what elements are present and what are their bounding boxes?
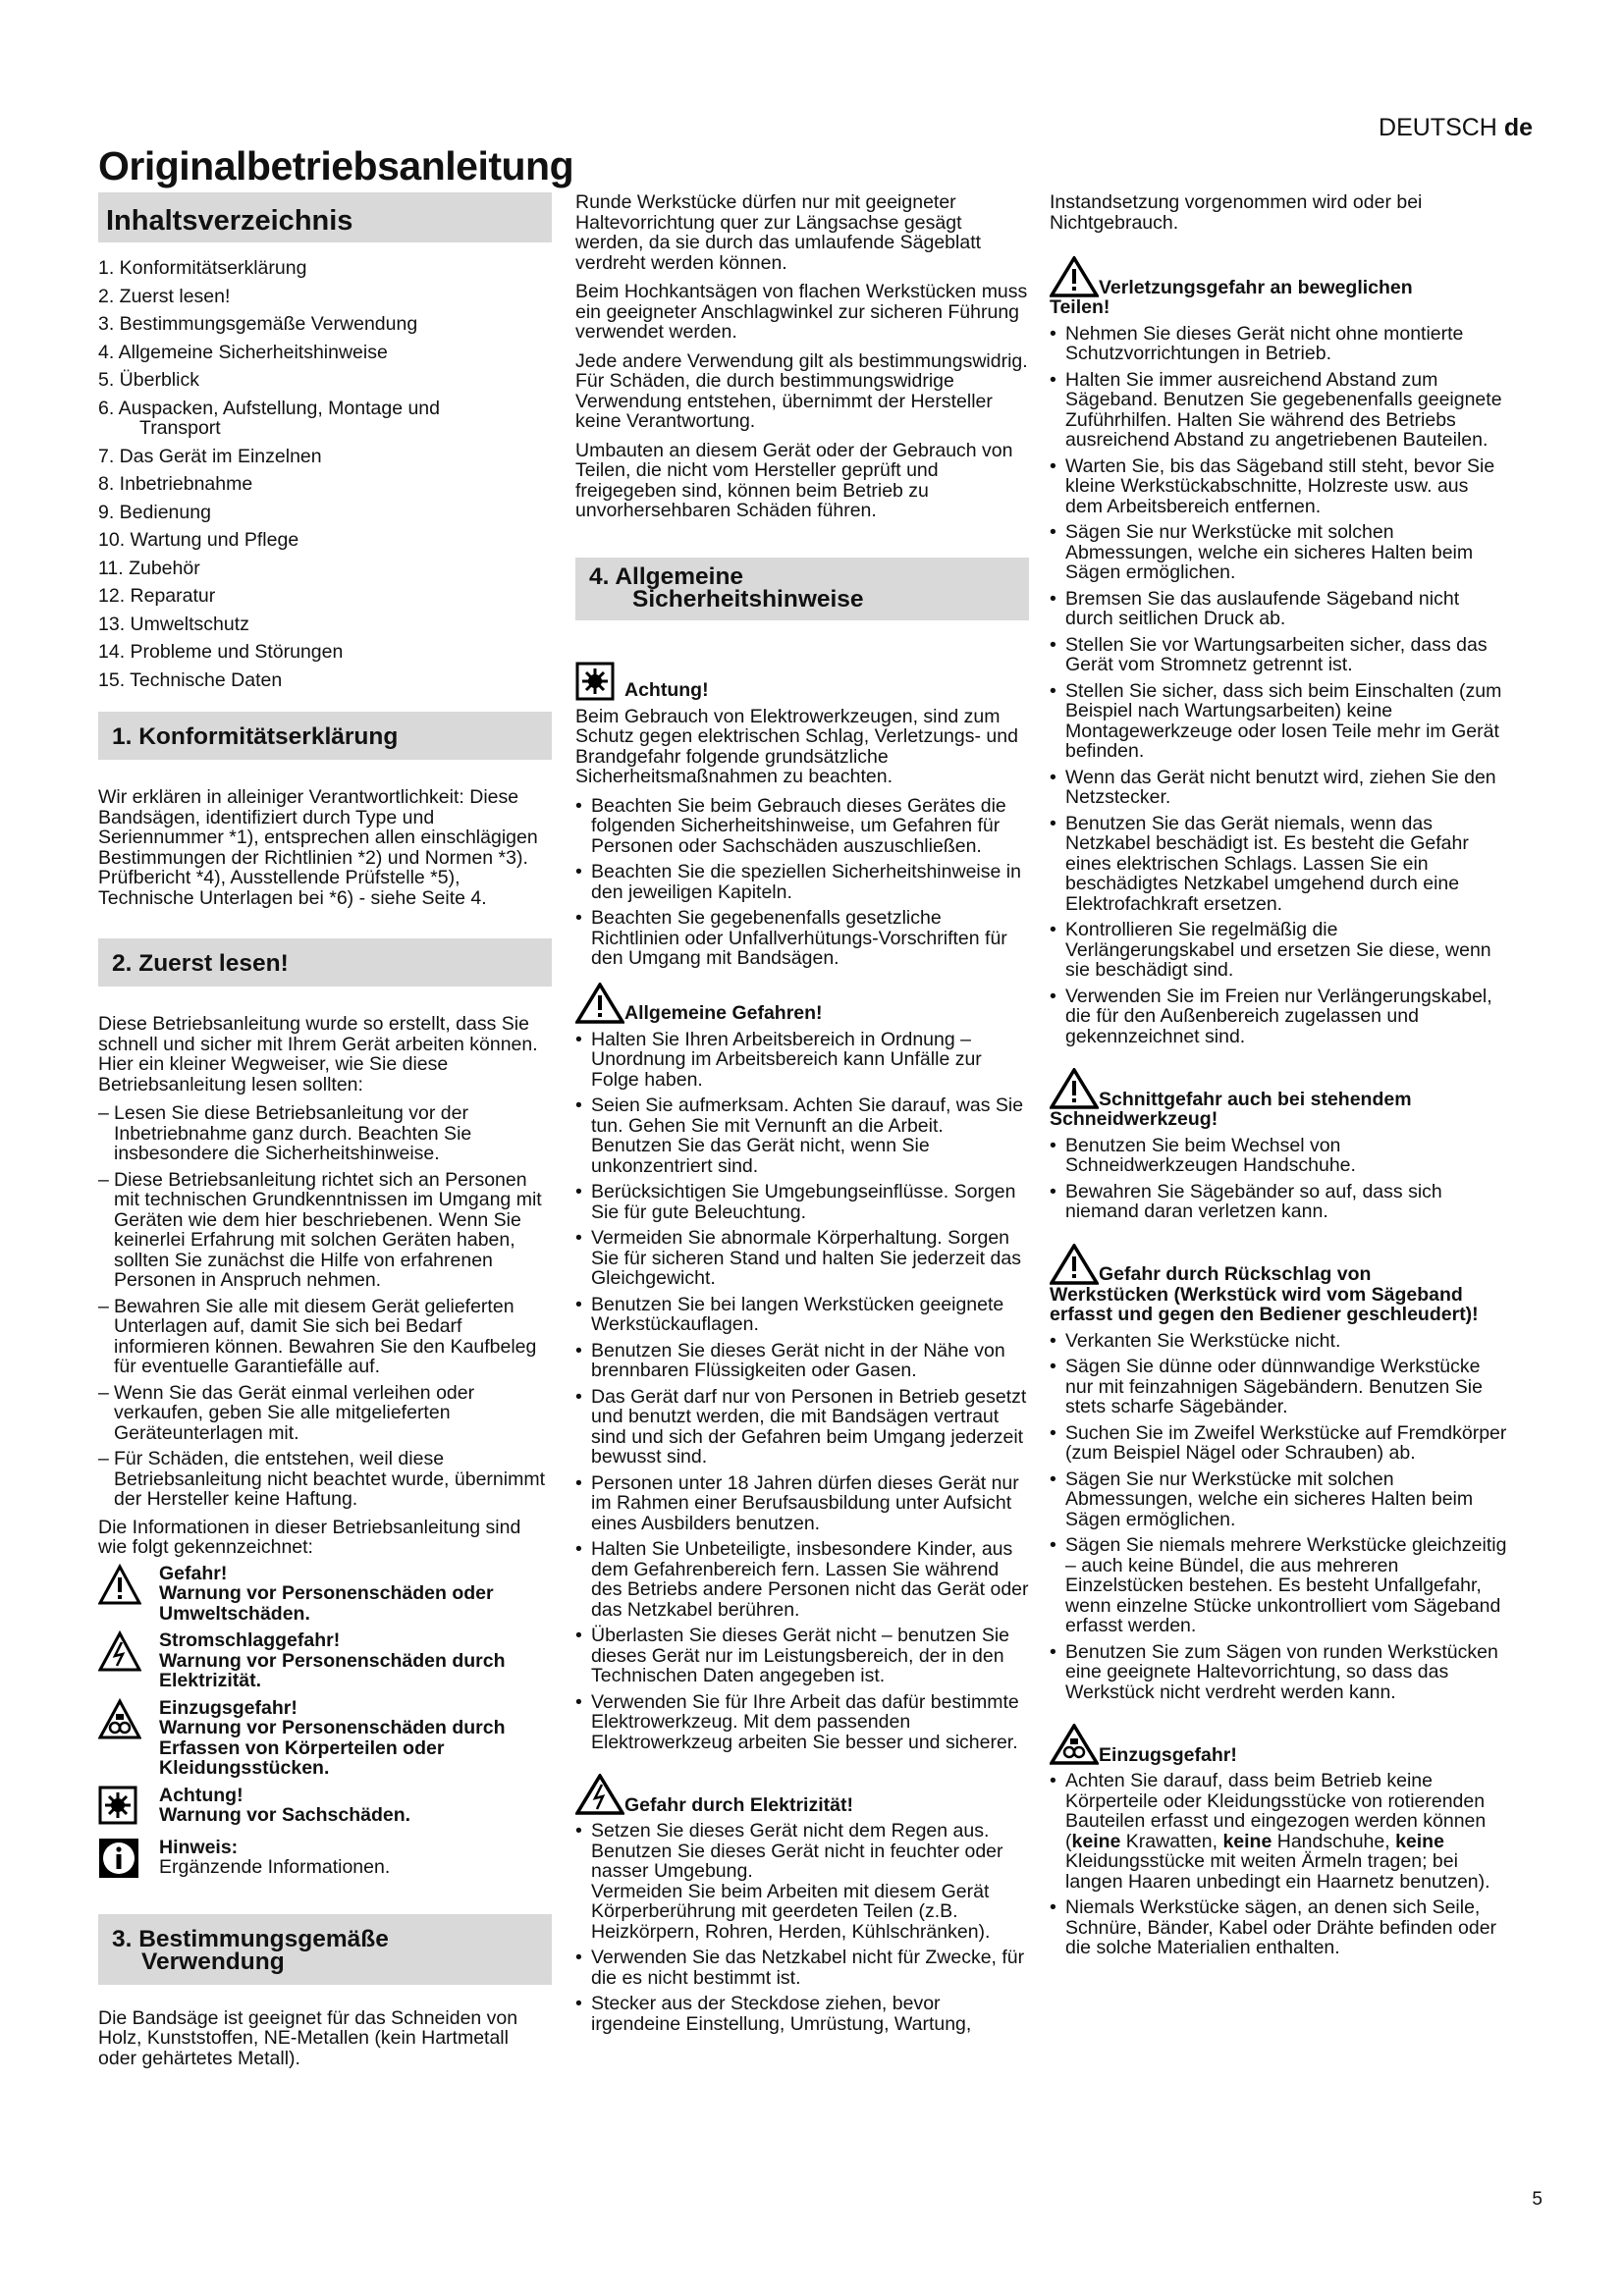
list-item: • Verwenden Sie das Netzkabel nicht für Zwecke, für die es nicht bestimmt ist.	[575, 1948, 1029, 1988]
list-item: • Sägen Sie nur Werkstücke mit solchen Abmessungen, welche ein sicheres Halten beim Sägen ermöglichen.	[1050, 1469, 1507, 1530]
list-item: • Halten Sie Ihren Arbeitsbereich in Ordnung – Unordnung im Arbeitsbereich kann Unfälle zur Folge haben.	[575, 1030, 1029, 1091]
list-item: • Niemals Werkstücke sägen, an denen sich Seile, Schnüre, Bänder, Kabel oder Drähte befinden oder die solche Materialien enthalten.	[1050, 1897, 1507, 1958]
attention-square-icon	[98, 1786, 159, 1825]
cut-hazard-list	[1050, 1136, 1507, 1222]
toc-item[interactable]: 1. Konformitätserklärung	[98, 257, 307, 279]
legend-title: Stromschlaggefahr!	[159, 1629, 341, 1651]
list-item: – Bewahren Sie alle mit diesem Gerät gelieferten Unterlagen auf, damit Sie sich bei Bedarf informieren können. Bewahren Sie den Kaufbeleg für eventuelle Garantiefälle auf.	[98, 1297, 552, 1377]
list-item: • Verkanten Sie Werkstücke nicht.	[1050, 1331, 1507, 1352]
entanglement-icon	[1050, 1724, 1099, 1765]
entanglement-hazard-heading: Einzugsgefahr!	[1050, 1724, 1507, 1765]
list-item: • Überlasten Sie dieses Gerät nicht – benutzen Sie dieses Gerät nur im Leistungsbereich, der in den Technischen Daten angegeben ist.	[575, 1626, 1029, 1686]
list-item: • Benutzen Sie bei langen Werkstücken geeignete Werkstückauflagen.	[575, 1295, 1029, 1335]
list-item: • Beachten Sie beim Gebrauch dieses Gerätes die folgenden Sicherheitshinweise, um Gefahren für Personen oder Sachschäden auszuschließen.	[575, 796, 1029, 857]
electricity-hazard-heading: Gefahr durch Elektrizität!	[575, 1774, 1029, 1815]
warning-triangle-icon	[1050, 1068, 1099, 1109]
toc-item[interactable]: 12. Reparatur	[98, 585, 216, 607]
list-item: • Sägen Sie niemals mehrere Werkstücke gleichzeitig – auch keine Bündel, die aus mehreren Einzelstücken bestehen. Es besteht Unfallgefahr, wenn einzelne Stücke unkontrolliert vom Sägeband erfasst werden.	[1050, 1535, 1507, 1636]
toc-item[interactable]: 11. Zubehör	[98, 557, 200, 579]
moving-parts-list	[1050, 324, 1507, 1047]
list-item: • Benutzen Sie dieses Gerät nicht in der Nähe von brennbaren Flüssigkeiten oder Gasen.	[575, 1341, 1029, 1381]
legend-entry	[98, 1698, 552, 1779]
list-item: • Bewahren Sie Sägebänder so auf, dass sich niemand daran verletzen kann.	[1050, 1182, 1507, 1222]
section-4-heading: 4. Allgemeine Sicherheitshinweise	[575, 558, 1029, 620]
kickback-hazard-list	[1050, 1331, 1507, 1703]
list-item: • Beachten Sie die speziellen Sicherheitshinweise in den jeweiligen Kapiteln.	[575, 862, 1029, 902]
list-item: – Für Schäden, die entstehen, weil diese Betriebsanleitung nicht beachtet wurde, übernimmt der Hersteller keine Haftung.	[98, 1449, 552, 1510]
achtung-text: Beim Gebrauch von Elektrowerkzeugen, sind zum Schutz gegen elektrischen Schlag, Verletzungs- und Brandgefahr folgende grundsätzliche Sicherheitsmaßnahmen zu beachten.	[575, 705, 1018, 787]
warning-triangle-icon	[98, 1564, 159, 1607]
toc-item[interactable]: 9. Bedienung	[98, 501, 211, 523]
toc-item[interactable]: 15. Technische Daten	[98, 668, 283, 691]
list-item: • Setzen Sie dieses Gerät nicht dem Regen aus. Benutzen Sie dieses Gerät nicht in feuchter oder nasser Umgebung. Vermeiden Sie beim Arbeiten mit diesem Gerät Körperberührung mit geerdeten Teilen (z.B. Heizkörpern, Rohren, Herden, Kühlschränken).	[575, 1821, 1029, 1942]
entanglement-icon	[98, 1698, 159, 1741]
list-item: • Benutzen Sie beim Wechsel von Schneidwerkzeugen Handschuhe.	[1050, 1136, 1507, 1176]
entanglement-hazard-list	[1050, 1771, 1507, 1958]
legend-text: Warnung vor Personenschäden durch Erfassen von Körperteilen oder Kleidungsstücken.	[159, 1717, 506, 1779]
legend-text: Ergänzende Informationen.	[159, 1856, 391, 1878]
section-3-heading: 3. Bestimmungsgemäße Verwendung	[98, 1914, 552, 1985]
toc-item[interactable]: 2. Zuerst lesen!	[98, 285, 231, 307]
electricity-hazard-list	[575, 1821, 1029, 2034]
column-1	[98, 192, 552, 2077]
column-2	[575, 192, 1029, 2042]
legend-text: Warnung vor Personenschäden durch Elektrizität.	[159, 1649, 506, 1691]
toc-item[interactable]: 6. Auspacken, Aufstellung, Montage und Transport	[98, 397, 441, 439]
list-item: • Stecker aus der Steckdose ziehen, bevor irgendeine Einstellung, Umrüstung, Wartung,	[575, 1994, 1029, 2034]
list-item: • Stellen Sie vor Wartungsarbeiten sicher, dass das Gerät vom Stromnetz getrennt ist.	[1050, 635, 1507, 675]
legend-entry	[98, 1786, 552, 1826]
toc-item[interactable]: 13. Umweltschutz	[98, 613, 249, 635]
section-1-heading: 1. Konformitätserklärung	[98, 712, 552, 760]
legend-entry	[98, 1630, 552, 1691]
section-3-text: Jede andere Verwendung gilt als bestimmungswidrig. Für Schäden, die durch bestimmungswidrige Verwendung entstehen, übernimmt der Hersteller keine Verantwortung.	[575, 349, 1028, 432]
list-item: – Lesen Sie diese Betriebsanleitung vor der Inbetriebnahme ganz durch. Beachten Sie insbesondere die Sicherheitshinweise.	[98, 1103, 552, 1164]
list-item: • Halten Sie Unbeteiligte, insbesondere Kinder, aus dem Gefahrenbereich fern. Lassen Sie während des Betriebs andere Personen nicht das Gerät oder das Netzkabel berühren.	[575, 1539, 1029, 1620]
toc-list	[98, 258, 552, 690]
legend-title: Hinweis:	[159, 1836, 239, 1858]
list-item: • Das Gerät darf nur von Personen in Betrieb gesetzt und benutzt werden, die mit Bandsägen vertraut sind und sich der Gefahren beim Umgang jederzeit bewusst sind.	[575, 1387, 1029, 1468]
section-2-intro: Diese Betriebsanleitung wurde so erstellt, dass Sie schnell und sicher mit Ihrem Gerät arbeiten können. Hier ein kleiner Wegweiser, wie Sie diese Betriebsanleitung lesen sollten:	[98, 1013, 538, 1095]
toc-item[interactable]: 3. Bestimmungsgemäße Verwendung	[98, 313, 418, 335]
legend-text: Warnung vor Sachschäden.	[159, 1804, 411, 1826]
language-label: DEUTSCH de	[1379, 114, 1533, 141]
attention-square-icon	[575, 662, 615, 701]
achtung-list	[575, 796, 1029, 969]
list-item: • Benutzen Sie zum Sägen von runden Werkstücken eine geeignete Haltevorrichtung, so dass das Werkstück nicht verdreht werden kann.	[1050, 1642, 1507, 1703]
section-3-text: Umbauten an diesem Gerät oder der Gebrauch von Teilen, die nicht vom Hersteller geprüft und freigegeben sind, können beim Betrieb zu unvorhersehbaren Schäden führen.	[575, 439, 1013, 521]
list-item: • Halten Sie immer ausreichend Abstand zum Sägeband. Benutzen Sie gegebenenfalls geeignete Zuführhilfen. Halten Sie während des Betriebs ausreichend Abstand zu angetriebenen Bauteilen.	[1050, 370, 1507, 451]
legend-title: Achtung!	[159, 1784, 244, 1806]
toc-item[interactable]: 8. Inbetriebnahme	[98, 473, 253, 495]
section-2-heading: 2. Zuerst lesen!	[98, 938, 552, 987]
general-hazards-list	[575, 1030, 1029, 1753]
list-item: • Benutzen Sie das Gerät niemals, wenn das Netzkabel beschädigt ist. Es besteht die Gefahr eines elektrischen Schlags. Lassen Sie ein beschädigtes Netzkabel umgehend durch eine Elektrofachkraft ersetzen.	[1050, 814, 1507, 915]
section-3-text: Runde Werkstücke dürfen nur mit geeigneter Haltevorrichtung quer zur Längsachse gesägt werden, da sie durch das umlaufende Sägeblatt verdreht werden können.	[575, 191, 982, 274]
cut-hazard-heading: Schnittgefahr auch bei stehendem Schneidwerkzeug!	[1050, 1068, 1507, 1130]
page-title: Originalbetriebsanleitung	[98, 143, 574, 188]
general-hazards-heading: Allgemeine Gefahren!	[575, 983, 1029, 1024]
achtung-heading: Achtung!	[575, 662, 1029, 701]
kickback-hazard-heading: Gefahr durch Rückschlag von Werkstücken (Werkstück wird vom Sägeband erfasst und gegen den Bediener geschleudert)!	[1050, 1244, 1507, 1325]
section-3-text: Beim Hochkantsägen von flachen Werkstücken muss ein geeigneter Anschlagwinkel zur sicheren Führung verwendet werden.	[575, 281, 1028, 343]
legend-title: Einzugsgefahr!	[159, 1696, 298, 1719]
warning-triangle-icon	[1050, 256, 1099, 297]
list-item: • Berücksichtigen Sie Umgebungseinflüsse. Sorgen Sie für gute Beleuchtung.	[575, 1182, 1029, 1222]
toc-item[interactable]: 10. Wartung und Pflege	[98, 529, 299, 551]
electric-shock-icon	[98, 1630, 159, 1674]
legend-text: Warnung vor Personenschäden oder Umweltschäden.	[159, 1582, 494, 1625]
warning-triangle-icon	[1050, 1244, 1099, 1285]
toc-item[interactable]: 7. Das Gerät im Einzelnen	[98, 445, 322, 467]
warning-triangle-icon	[575, 983, 624, 1024]
list-item: • Warten Sie, bis das Sägeband still steht, bevor Sie kleine Werkstückabschnitte, Holzreste usw. aus dem Arbeitsbereich entfernen.	[1050, 456, 1507, 517]
list-item: • Seien Sie aufmerksam. Achten Sie darauf, was Sie tun. Gehen Sie mit Vernunft an die Arbeit. Benutzen Sie das Gerät nicht, wenn Sie unkonzentriert sind.	[575, 1095, 1029, 1176]
list-item: • Nehmen Sie dieses Gerät nicht ohne montierte Schutzvorrichtungen in Betrieb.	[1050, 324, 1507, 364]
list-item: • Verwenden Sie im Freien nur Verlängerungskabel, die für den Außenbereich zugelassen und gekennzeichnet sind.	[1050, 987, 1507, 1047]
list-item: • Personen unter 18 Jahren dürfen dieses Gerät nur im Rahmen einer Berufsausbildung unter Aufsicht eines Ausbilders benutzen.	[575, 1473, 1029, 1534]
toc-item[interactable]: 5. Überblick	[98, 369, 199, 391]
toc-item[interactable]: 14. Probleme und Störungen	[98, 641, 344, 663]
list-item: • Wenn das Gerät nicht benutzt wird, ziehen Sie den Netzstecker.	[1050, 768, 1507, 808]
toc-item[interactable]: 4. Allgemeine Sicherheitshinweise	[98, 341, 388, 363]
list-item: • Beachten Sie gegebenenfalls gesetzliche Richtlinien oder Unfallverhütungs-Vorschriften für den Umgang mit Bandsägen.	[575, 908, 1029, 969]
list-item: • Sägen Sie nur Werkstücke mit solchen Abmessungen, welche ein sicheres Halten beim Sägen ermöglichen.	[1050, 522, 1507, 583]
list-item: – Wenn Sie das Gerät einmal verleihen oder verkaufen, geben Sie alle mitgelieferten Geräteunterlagen mit.	[98, 1383, 552, 1444]
list-item: • Verwenden Sie für Ihre Arbeit das dafür bestimmte Elektrowerkzeug. Mit dem passenden Elektrowerkzeug arbeiten Sie besser und sicherer.	[575, 1692, 1029, 1753]
list-item: – Diese Betriebsanleitung richtet sich an Personen mit technischen Grundkenntnissen im Umgang mit Geräten wie dem hier beschriebenen. Wenn Sie keinerlei Erfahrung mit solchen Geräten haben, sollten Sie zunächst die Hilfe von erfahrenen Personen in Anspruch nehmen.	[98, 1170, 552, 1291]
legend-entry	[98, 1838, 552, 1879]
legend-title: Gefahr!	[159, 1562, 228, 1584]
legend-intro: Die Informationen in dieser Betriebsanleitung sind wie folgt gekennzeichnet:	[98, 1516, 521, 1558]
page-number: 5	[1532, 2189, 1543, 2210]
section-3-text: Die Bandsäge ist geeignet für das Schneiden von Holz, Kunststoffen, NE-Metallen (kein Hartmetall oder gehärtetes Metall).	[98, 2006, 518, 2069]
list-item: • Sägen Sie dünne oder dünnwandige Werkstücke nur mit feinzahnigen Sägebändern. Benutzen Sie stets scharfe Sägebänder.	[1050, 1357, 1507, 1417]
list-item: • Vermeiden Sie abnormale Körperhaltung. Sorgen Sie für sicheren Stand und halten Sie jederzeit das Gleichgewicht.	[575, 1228, 1029, 1289]
moving-parts-heading: Verletzungsgefahr an beweglichen Teilen!	[1050, 256, 1507, 318]
list-item: • Achten Sie darauf, dass beim Betrieb keine Körperteile oder Kleidungsstücke von rotierenden Bauteilen erfasst und eingezogen werden können (keine Krawatten, keine Handschuhe, keine Kleidungsstücke mit weiten Ärmeln tragen; bei langen Haaren unbedingt ein Haarnetz benutzen).	[1050, 1771, 1507, 1892]
symbol-legend	[98, 1564, 552, 1879]
electric-shock-icon	[575, 1774, 624, 1815]
info-icon	[98, 1838, 159, 1879]
list-item: • Kontrollieren Sie regelmäßig die Verlängerungskabel und ersetzen Sie diese, wenn sie beschädigt sind.	[1050, 920, 1507, 981]
list-item: • Stellen Sie sicher, dass sich beim Einschalten (zum Beispiel nach Wartungsarbeiten) keine Montagewerkzeuge oder losen Teile mehr im Gerät befinden.	[1050, 681, 1507, 762]
reading-guide-list	[98, 1103, 552, 1510]
list-item: • Suchen Sie im Zweifel Werkstücke auf Fremdkörper (zum Beispiel Nägel oder Schrauben) ab.	[1050, 1423, 1507, 1464]
section-1-text: Wir erklären in alleiniger Verantwortlichkeit: Diese Bandsägen, identifiziert durch Type und Seriennummer *1), entsprechen allen einschlägigen Bestimmungen der Richtlinien *2) und Normen *3). Prüfbericht *4), Ausstellende Prüfstelle *5), Technische Unterlagen bei *6) - siehe Seite 4.	[98, 786, 538, 909]
column-3	[1050, 192, 1507, 1966]
list-item: • Bremsen Sie das auslaufende Sägeband nicht durch seitlichen Druck ab.	[1050, 589, 1507, 629]
list-item-continuation: Instandsetzung vorgenommen wird oder bei Nichtgebrauch.	[1050, 191, 1423, 234]
legend-entry	[98, 1564, 552, 1625]
toc-heading: Inhaltsverzeichnis	[98, 192, 552, 242]
